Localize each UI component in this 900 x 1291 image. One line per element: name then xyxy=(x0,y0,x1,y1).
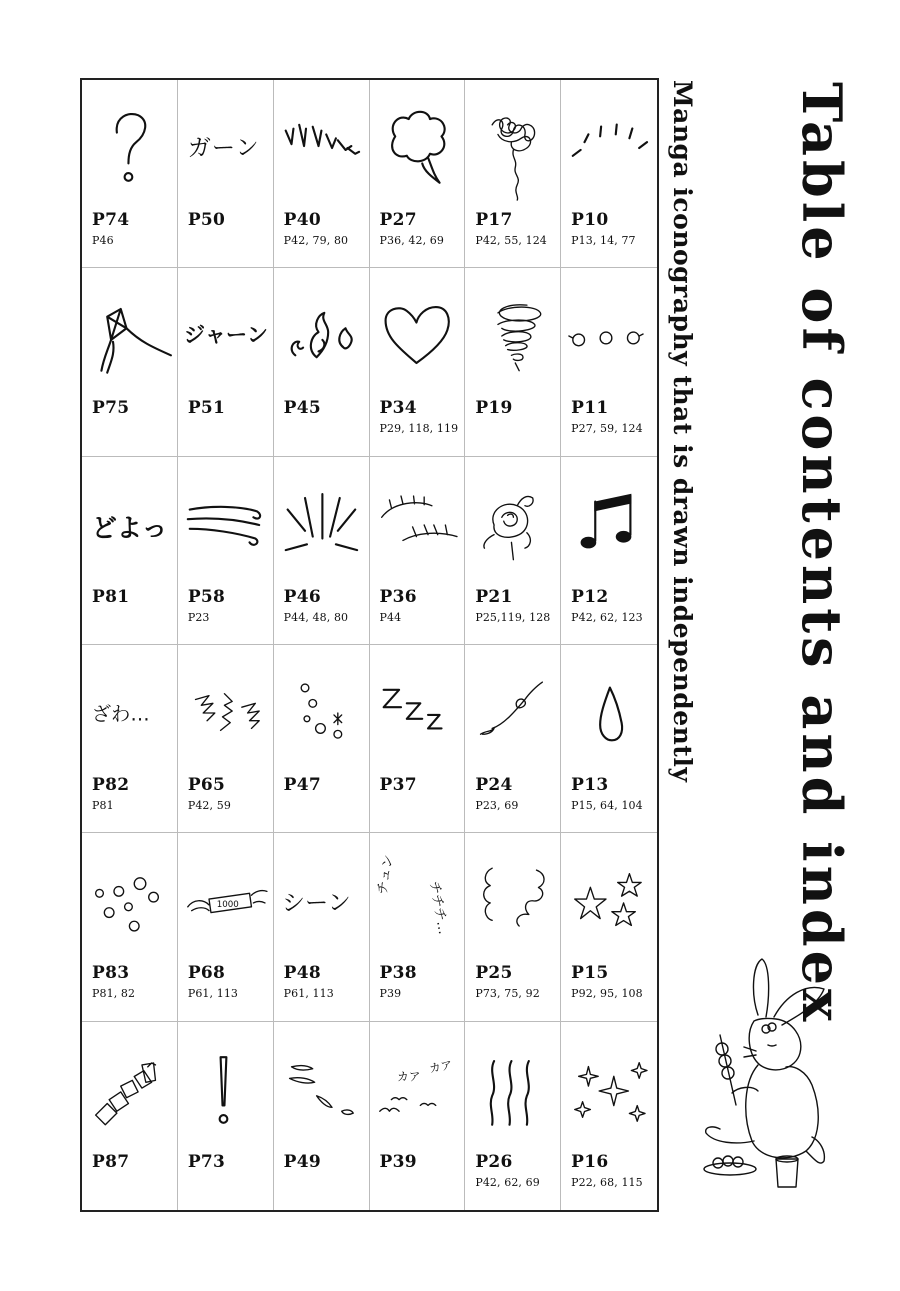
index-cell xyxy=(82,1022,178,1210)
page-number: P25 xyxy=(475,963,513,984)
page-number: P38 xyxy=(379,963,417,984)
page-references: P27, 59, 124 xyxy=(571,422,643,436)
page-references: P29, 118, 119 xyxy=(379,422,459,436)
index-cell xyxy=(274,268,370,456)
jagged-lines-icon xyxy=(182,659,269,767)
index-cell xyxy=(178,1022,274,1210)
page-references: P42, 62, 123 xyxy=(571,610,643,624)
rose-icon xyxy=(469,471,556,579)
page-references: P36, 42, 69 xyxy=(379,234,444,247)
icon-glyph-text: ジャーン xyxy=(183,323,268,349)
page-number: P36 xyxy=(379,586,417,607)
page-references: P23 xyxy=(187,610,210,624)
page-number: P82 xyxy=(92,774,130,795)
page-references: P42, 55, 124 xyxy=(475,234,547,247)
index-cell xyxy=(178,645,274,833)
index-cell xyxy=(82,645,178,833)
radiating-dashes-icon xyxy=(565,94,653,202)
page-references: P73, 75, 92 xyxy=(475,987,540,1001)
index-cell xyxy=(561,833,657,1021)
index-cell xyxy=(370,457,466,645)
index-cell xyxy=(178,833,274,1021)
motion-dashes-icon xyxy=(278,1036,365,1144)
index-cell xyxy=(82,80,178,268)
index-cell xyxy=(561,268,657,456)
index-cell xyxy=(465,268,561,456)
focus-lines-icon xyxy=(278,471,365,579)
index-cell xyxy=(465,833,561,1021)
scattered-dots-icon xyxy=(86,847,173,955)
stitched-arcs-icon xyxy=(374,471,461,579)
icon-glyph-text: ざわ… xyxy=(91,702,150,726)
index-cell xyxy=(82,833,178,1021)
stars-icon xyxy=(565,847,653,955)
page-references: P13, 14, 77 xyxy=(571,234,636,247)
thought-cloud-icon xyxy=(374,94,461,202)
page-number: P74 xyxy=(92,210,130,230)
icon-glyph-text-secondary: カア xyxy=(427,1057,453,1076)
page-number: P40 xyxy=(283,210,321,230)
icon-glyph-text-secondary: チチチ… xyxy=(425,879,451,936)
icon-glyph-text: チュン xyxy=(373,853,397,897)
tangled-scribble-icon xyxy=(469,94,556,202)
page-number: P51 xyxy=(187,398,226,419)
index-cell xyxy=(370,80,466,268)
page-number: P21 xyxy=(475,586,513,607)
index-cell xyxy=(274,80,370,268)
sweat-drop-icon xyxy=(565,659,653,767)
page-references: P61, 113 xyxy=(187,987,239,1001)
page-references: P42, 79, 80 xyxy=(283,234,349,247)
zawa-sound-icon xyxy=(86,659,173,767)
three-circles-icon xyxy=(565,282,653,390)
page-number: P81 xyxy=(92,586,130,607)
page-references: P22, 68, 115 xyxy=(571,1175,643,1189)
page-references: P46 xyxy=(92,234,114,247)
index-cell xyxy=(370,268,466,456)
index-cell xyxy=(274,1022,370,1210)
zigzag-lines-icon xyxy=(278,94,365,202)
page-references: P25,119, 128 xyxy=(475,610,551,624)
spirit-flames-icon xyxy=(278,282,365,390)
icon-glyph-text: シーン xyxy=(281,890,351,917)
page-number: P39 xyxy=(379,1151,417,1172)
index-cell xyxy=(561,645,657,833)
question-mark-icon xyxy=(86,94,173,202)
index-cell xyxy=(370,645,466,833)
index-cell xyxy=(178,268,274,456)
page-number: P58 xyxy=(187,586,226,607)
page-references: P61, 113 xyxy=(283,987,334,1001)
index-cell xyxy=(561,457,657,645)
music-note-icon xyxy=(565,471,653,579)
cloud-edges-icon xyxy=(469,847,556,955)
page-number: P49 xyxy=(283,1151,321,1172)
page-number: P19 xyxy=(475,398,513,419)
page-number: P87 xyxy=(92,1151,130,1172)
page-number: P83 xyxy=(92,963,130,984)
falling-papers-icon xyxy=(86,1036,173,1144)
index-grid xyxy=(80,78,659,1212)
wavy-lines-icon xyxy=(469,1036,556,1144)
rabbit-illustration xyxy=(696,955,831,1195)
page-number: P34 xyxy=(379,398,417,419)
page-number: P46 xyxy=(283,586,321,607)
page-number: P27 xyxy=(379,210,417,230)
index-cell xyxy=(274,457,370,645)
wind-lines-icon xyxy=(182,471,269,579)
zzz-icon xyxy=(374,659,461,767)
index-cell xyxy=(561,1022,657,1210)
index-cell xyxy=(465,645,561,833)
page-number: P45 xyxy=(283,398,321,419)
page-number: P50 xyxy=(187,210,226,230)
index-cell xyxy=(465,80,561,268)
page-references: P81 xyxy=(92,798,114,812)
chun-chichi-sound-icon xyxy=(374,847,461,955)
page-references: P42, 62, 69 xyxy=(475,1175,540,1189)
page-title: Table of contents and index xyxy=(790,82,854,1026)
shiin-sound-icon xyxy=(278,847,365,955)
sparkles-icon xyxy=(565,1036,653,1144)
doyo-sound-icon xyxy=(86,471,173,579)
spiral-icon xyxy=(469,282,556,390)
heart-icon xyxy=(374,282,461,390)
index-cell xyxy=(274,645,370,833)
page-number: P16 xyxy=(571,1151,609,1172)
page-number: P13 xyxy=(571,774,609,795)
index-cell xyxy=(465,457,561,645)
page-number: P26 xyxy=(475,1151,513,1172)
page-number: P48 xyxy=(283,963,321,984)
page-references: P39 xyxy=(379,987,402,1001)
gaan-sound-icon xyxy=(182,94,269,202)
floating-soul-icon xyxy=(469,659,556,767)
page-references: P92, 95, 108 xyxy=(571,987,643,1001)
page-number: P68 xyxy=(187,963,226,984)
jaan-sound-icon xyxy=(182,282,269,390)
index-cell xyxy=(561,80,657,268)
icon-glyph-text: 1000 xyxy=(216,900,239,911)
index-cell xyxy=(465,1022,561,1210)
index-cell xyxy=(370,1022,466,1210)
page-references: P44 xyxy=(379,610,402,624)
page-number: P17 xyxy=(475,210,513,230)
page-references: P15, 64, 104 xyxy=(571,798,643,812)
page-number: P73 xyxy=(187,1151,226,1172)
page-number: P65 xyxy=(187,774,226,795)
index-cell xyxy=(82,457,178,645)
page-references: P42, 59 xyxy=(187,798,231,812)
page-number: P12 xyxy=(571,586,609,607)
index-cell xyxy=(274,833,370,1021)
page-number: P15 xyxy=(571,963,609,984)
flying-money-icon xyxy=(182,847,269,955)
icon-glyph-text: ガーン xyxy=(187,135,260,162)
index-cell xyxy=(370,833,466,1021)
caw-crows-icon xyxy=(374,1036,461,1144)
exclamation-mark-icon xyxy=(182,1036,269,1144)
page-number: P11 xyxy=(571,398,609,419)
page-number: P24 xyxy=(475,774,513,795)
index-cell xyxy=(82,268,178,456)
page-references: P23, 69 xyxy=(475,798,519,812)
page-references: P81, 82 xyxy=(92,987,136,1001)
page-number: P10 xyxy=(571,210,609,230)
icon-glyph-text: どよっ xyxy=(91,513,168,543)
icon-glyph-text: カア xyxy=(396,1069,420,1084)
page-number: P75 xyxy=(92,398,130,419)
index-cell xyxy=(178,457,274,645)
kite-icon xyxy=(86,282,173,390)
page-subtitle: Manga iconography that is drawn independently xyxy=(668,80,697,783)
index-cell xyxy=(178,80,274,268)
page-number: P47 xyxy=(283,774,321,795)
page-number: P37 xyxy=(379,774,417,795)
page-references: P44, 48, 80 xyxy=(283,610,349,624)
bubbles-icon xyxy=(278,659,365,767)
